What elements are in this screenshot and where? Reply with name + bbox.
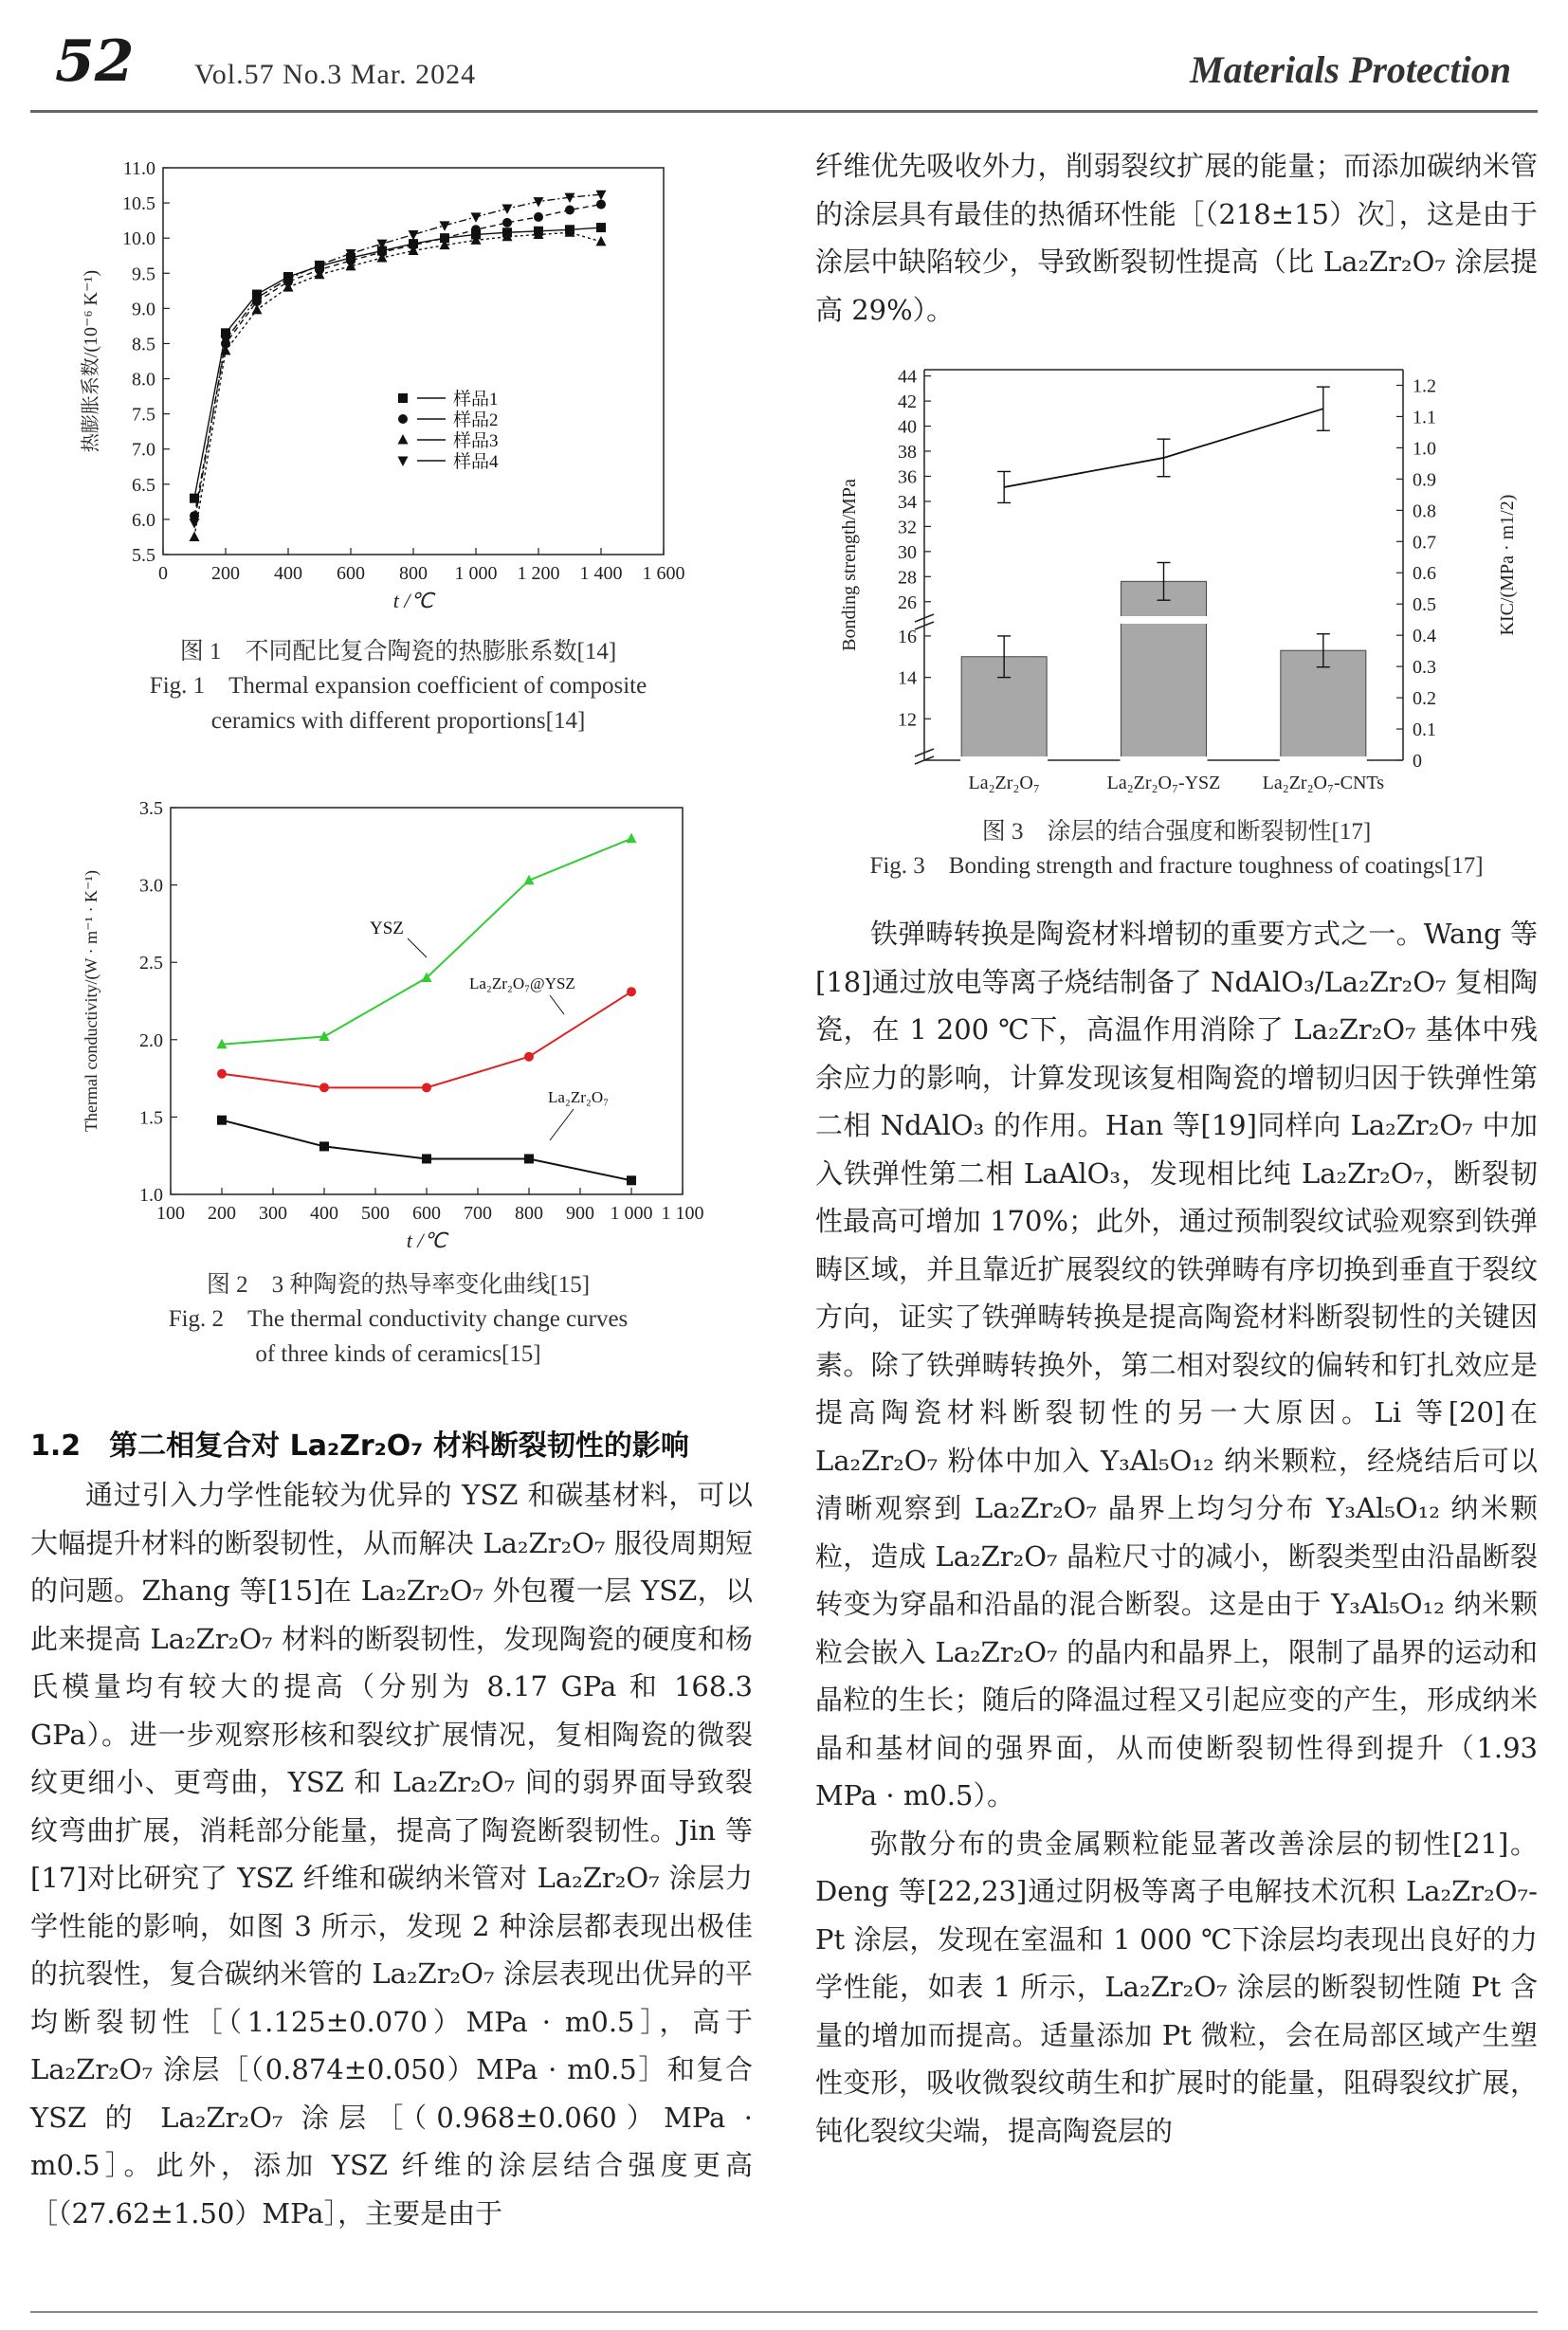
- x-tick-label: 600: [337, 563, 365, 584]
- figure-3-caption-en: Fig. 3 Bonding strength and fracture toughness of coatings[17]: [869, 853, 1484, 880]
- paragraph: 通过引入力学性能较为优异的 YSZ 和碳基材料，可以大幅提升材料的断裂韧性，从而解决 La₂Zr₂O₇ 服役周期短的问题。Zhang 等[15]在 La₂Zr₂O₇ 外包覆一层 YSZ，以此来提高 La₂Zr₂O₇ 材料的断裂韧性，发现陶瓷的硬度和杨氏模量均有较大的提高（分别为 8.17 GPa 和 168.3 GPa）。进一步观察形核和裂纹扩展情况，复相陶瓷的微裂纹更细小、更弯曲，YSZ 和 La₂Zr₂O₇ 间的弱界面导致裂纹弯曲扩展，消耗部分能量，提高了陶瓷断裂韧性。Jin 等[17]对比研究了 YSZ 纤维和碳纳米管对 La₂Zr₂O₇ 涂层力学性能的影响，如图 3 所示，发现 2 种涂层都表现出极佳的抗裂性，复合碳纳米管的 La₂Zr₂O₇ 涂层表现出优异的平均断裂韧性［（1.125±0.070）MPa · m0.5］，高于 La₂Zr₂O₇ 涂层［（0.874±0.050）MPa · m0.5］和复合 YSZ 的 La₂Zr₂O₇ 涂层［（0.968±0.060）MPa · m0.5］。此外，添加 YSZ 纤维的涂层结合强度更高［（27.62±1.50）MPa］，主要是由于: [30, 1479, 753, 2230]
- y-tick-label: 10.5: [122, 193, 155, 215]
- figure-2-chart: [76, 796, 720, 1261]
- x-axis-label: t /℃: [406, 1229, 447, 1252]
- x-tick-label: 0: [158, 563, 168, 584]
- data-point: [596, 223, 606, 232]
- y-tick-label: 8.0: [132, 369, 155, 391]
- y-axis-label: Thermal conductivity/(W · m⁻¹ · K⁻¹): [82, 870, 100, 1132]
- left-y-tick-label: 26: [898, 592, 917, 613]
- bar-break: [1121, 616, 1208, 624]
- y-tick-label: 1.0: [139, 1185, 163, 1206]
- data-point: [319, 1083, 329, 1092]
- figure-3-caption-zh: 图 3 涂层的结合强度和断裂韧性[17]: [981, 819, 1372, 845]
- left-column-text: [30, 1471, 753, 2237]
- y-tick-label: 7.5: [132, 404, 155, 426]
- right-y-tick-label: 0.2: [1413, 688, 1436, 710]
- right-y-tick-label: 1.2: [1413, 375, 1436, 397]
- left-y-axis-label: Bonding strength/MPa: [839, 479, 860, 651]
- figure-1-caption: [95, 635, 702, 738]
- series-line: [222, 1120, 631, 1181]
- category-label: La₂Zr₂O₇-YSZ: [1106, 773, 1221, 793]
- left-y-tick-label: 38: [898, 442, 917, 463]
- figure-1-chart: [76, 156, 720, 630]
- data-point: [319, 1031, 330, 1042]
- footer-rule: [30, 2311, 1538, 2313]
- x-tick-label: 400: [310, 1203, 338, 1224]
- journal-title: Materials Protection: [1190, 48, 1511, 91]
- right-y-tick-label: 0.8: [1413, 501, 1436, 522]
- legend-label: 样品1: [453, 390, 499, 410]
- series-line: [194, 205, 601, 517]
- right-y-tick-label: 0.5: [1413, 594, 1436, 616]
- data-point: [627, 987, 636, 996]
- figure-1-caption-en-2: ceramics with different proportions[14]: [210, 707, 586, 734]
- data-point: [422, 1083, 431, 1092]
- category-label: La₂Zr₂O₇: [968, 773, 1040, 793]
- volume-info: Vol.57 No.3 Mar. 2024: [194, 59, 477, 90]
- right-y-tick-label: 0: [1413, 751, 1422, 772]
- left-y-tick-label: 36: [898, 466, 917, 488]
- y-axis-label: 热膨胀系数/(10⁻⁶ K⁻¹): [81, 269, 101, 453]
- x-tick-label: 300: [259, 1203, 287, 1224]
- y-tick-label: 10.0: [122, 228, 155, 250]
- data-point: [471, 212, 482, 223]
- data-point: [565, 206, 574, 215]
- legend-label: 样品2: [453, 410, 499, 430]
- y-tick-label: 3.0: [139, 875, 163, 897]
- plot-frame: [163, 168, 664, 555]
- figure-2-caption-en-1: Fig. 2 The thermal conductivity change curves: [168, 1306, 629, 1333]
- legend-marker: [398, 414, 408, 424]
- bar-break: [960, 756, 1048, 763]
- y-tick-label: 8.5: [132, 334, 155, 355]
- x-tick-label: 800: [515, 1203, 543, 1224]
- x-tick-label: 200: [208, 1203, 236, 1224]
- right-y-axis-label: KIC/(MPa · m1/2): [1497, 494, 1518, 636]
- series-line: [222, 839, 631, 1045]
- y-tick-label: 7.0: [132, 439, 155, 461]
- y-tick-label: 11.0: [122, 158, 155, 179]
- left-y-tick-label: 14: [898, 667, 917, 689]
- series-label: La₂Zr₂O₇: [548, 1088, 610, 1106]
- right-y-tick-label: 0.1: [1413, 719, 1436, 741]
- x-tick-label: 1 400: [579, 563, 623, 584]
- left-y-tick-label: 28: [898, 567, 917, 589]
- label-leader: [550, 995, 564, 1014]
- series-label: YSZ: [370, 919, 404, 938]
- paragraph: 纤维优先吸收外力，削弱裂纹扩展的能量；而添加碳纳米管的涂层具有最佳的热循环性能［（218±15）次］，这是由于涂层中缺陷较少，导致断裂韧性提高（比 La₂Zr₂O₇ 涂层提高 29%）。: [815, 150, 1538, 326]
- left-y-tick-label: 42: [898, 391, 917, 413]
- x-tick-label: 1 600: [642, 563, 685, 584]
- x-tick-label: 700: [464, 1203, 492, 1224]
- y-tick-label: 2.0: [139, 1029, 163, 1051]
- y-tick-label: 1.5: [139, 1107, 163, 1129]
- data-point: [627, 1175, 636, 1185]
- x-tick-label: 100: [156, 1203, 185, 1224]
- series-label: La₂Zr₂O₇@YSZ: [469, 974, 575, 992]
- x-tick-label: 1 000: [610, 1203, 653, 1224]
- data-point: [422, 1154, 431, 1163]
- y-tick-label: 6.0: [132, 509, 155, 531]
- series-line: [194, 194, 601, 522]
- x-tick-label: 500: [361, 1203, 390, 1224]
- right-column-text: [815, 910, 1538, 2155]
- y-tick-label: 5.5: [132, 545, 155, 566]
- y-tick-label: 2.5: [139, 953, 163, 974]
- x-tick-label: 1 000: [454, 563, 498, 584]
- data-point: [534, 212, 543, 222]
- legend-marker: [398, 457, 409, 467]
- left-y-tick-label: 32: [898, 517, 917, 538]
- y-tick-label: 3.5: [139, 798, 163, 819]
- label-leader: [550, 1109, 574, 1140]
- figure-1-caption-en-1: Fig. 1 Thermal expansion coefficient of composite: [149, 673, 647, 700]
- figure-2-caption: [95, 1268, 702, 1372]
- data-point: [190, 519, 200, 529]
- left-y-tick-label: 12: [898, 709, 917, 731]
- left-y-tick-label: 40: [898, 416, 917, 438]
- page-header: [0, 0, 1568, 114]
- header-rule: [30, 110, 1538, 113]
- section-heading: 1.2 第二相复合对 La₂Zr₂O₇ 材料断裂韧性的影响: [30, 1429, 689, 1463]
- right-y-tick-label: 1.1: [1413, 407, 1436, 428]
- figure-2-caption-en-2: of three kinds of ceramics[15]: [255, 1340, 541, 1367]
- x-axis-label: t /℃: [392, 589, 434, 612]
- bar-break: [1121, 756, 1208, 763]
- figure-3-chart: [834, 351, 1536, 806]
- left-y-tick-label: 44: [898, 366, 917, 388]
- bar-break: [1280, 756, 1367, 763]
- data-point: [524, 1154, 534, 1163]
- data-point: [596, 200, 606, 209]
- x-tick-label: 1 100: [661, 1203, 704, 1224]
- figure-2-caption-zh: 图 2 3 种陶瓷的热导率变化曲线[15]: [206, 1272, 591, 1298]
- bar: [1121, 581, 1207, 760]
- data-point: [217, 1116, 227, 1125]
- left-y-tick-label: 30: [898, 541, 917, 563]
- right-y-tick-label: 1.0: [1413, 438, 1436, 460]
- legend-marker: [398, 434, 409, 445]
- data-point: [471, 225, 481, 234]
- y-tick-label: 9.0: [132, 299, 155, 320]
- right-column-top-text: [815, 142, 1538, 334]
- legend-label: 样品4: [453, 452, 499, 472]
- figure-3-caption: [815, 815, 1538, 884]
- legend-label: 样品3: [453, 431, 499, 451]
- x-tick-label: 900: [566, 1203, 594, 1224]
- data-point: [524, 1052, 534, 1062]
- data-point: [596, 236, 607, 246]
- right-y-tick-label: 0.9: [1413, 469, 1436, 491]
- y-tick-label: 9.5: [132, 264, 155, 285]
- y-tick-label: 6.5: [132, 474, 155, 496]
- legend-marker: [398, 393, 408, 403]
- category-label: La₂Zr₂O₇-CNTs: [1262, 773, 1385, 793]
- figure-1-caption-zh: 图 1 不同配比复合陶瓷的热膨胀系数[14]: [179, 639, 617, 664]
- x-tick-label: 800: [399, 563, 428, 584]
- page-number: 52: [55, 28, 135, 95]
- series-line: [194, 232, 601, 537]
- label-leader: [408, 938, 427, 957]
- left-y-tick-label: 16: [898, 626, 917, 647]
- x-tick-label: 400: [274, 563, 302, 584]
- x-tick-label: 600: [412, 1203, 441, 1224]
- data-point: [409, 230, 419, 241]
- right-y-tick-label: 0.4: [1413, 626, 1436, 647]
- right-y-tick-label: 0.6: [1413, 563, 1436, 585]
- x-tick-label: 200: [211, 563, 240, 584]
- data-point: [319, 1141, 329, 1151]
- left-y-tick-label: 34: [898, 491, 917, 513]
- paragraph: 弥散分布的贵金属颗粒能显著改善涂层的韧性[21]。Deng 等[22,23]通过阴极等离子电解技术沉积 La₂Zr₂O₇-Pt 涂层，发现在室温和 1 000 ℃下涂层均表现出良好的力学性能，如表 1 所示，La₂Zr₂O₇ 涂层的断裂韧性随 Pt 含量的增加而提高。适量添加 Pt 微粒，会在局部区域产生塑性变形，吸收微裂纹萌生和扩展时的能量，阻碍裂纹扩展，钝化裂纹尖端，提高陶瓷层的: [815, 1827, 1538, 2147]
- right-y-tick-label: 0.7: [1413, 532, 1436, 554]
- plot-frame: [171, 808, 683, 1194]
- series-line: [194, 228, 601, 499]
- x-tick-label: 1 200: [517, 563, 560, 584]
- right-y-tick-label: 0.3: [1413, 657, 1436, 679]
- paragraph: 铁弹畴转换是陶瓷材料增韧的重要方式之一。Wang 等[18]通过放电等离子烧结制备了 NdAlO₃/La₂Zr₂O₇ 复相陶瓷，在 1 200 ℃下，高温作用消除了 La₂Zr₂O₇ 基体中残余应力的影响，计算发现该复相陶瓷的增韧归因于铁弹性第二相 NdAlO₃ 的作用。Han 等[19]同样向 La₂Zr₂O₇ 中加入铁弹性第二相 LaAlO₃，发现相比纯 La₂Zr₂O₇，断裂韧性最高可增加 170%；此外，通过预制裂纹试验观察到铁弹畴区域，并且靠近扩展裂纹的铁弹畴有序切换到垂直于裂纹方向，证实了铁弹畴转换是提高陶瓷材料断裂韧性的关键因素。除了铁弹畴转换外，第二相对裂纹的偏转和钉扎效应是提高陶瓷材料断裂韧性的另一大原因。Li 等[20]在 La₂Zr₂O₇ 粉体中加入 Y₃Al₅O₁₂ 纳米颗粒，经烧结后可以清晰观察到 La₂Zr₂O₇ 晶界上均匀分布 Y₃Al₅O₁₂ 纳米颗粒，造成 La₂Zr₂O₇ 晶粒尺寸的减小，断裂类型由沿晶断裂转变为穿晶和沿晶的混合断裂。这是由于 Y₃Al₅O₁₂ 纳米颗粒会嵌入 La₂Zr₂O₇ 的晶内和晶界上，限制了晶界的运动和晶粒的生长；随后的降温过程又引起应变的产生，形成纳米晶和基材间的强界面，从而使断裂韧性得到提升（1.93 MPa · m0.5）。: [815, 918, 1538, 1811]
- data-point: [217, 1069, 227, 1079]
- data-point: [627, 833, 637, 844]
- data-point: [502, 218, 512, 228]
- data-point: [190, 531, 200, 541]
